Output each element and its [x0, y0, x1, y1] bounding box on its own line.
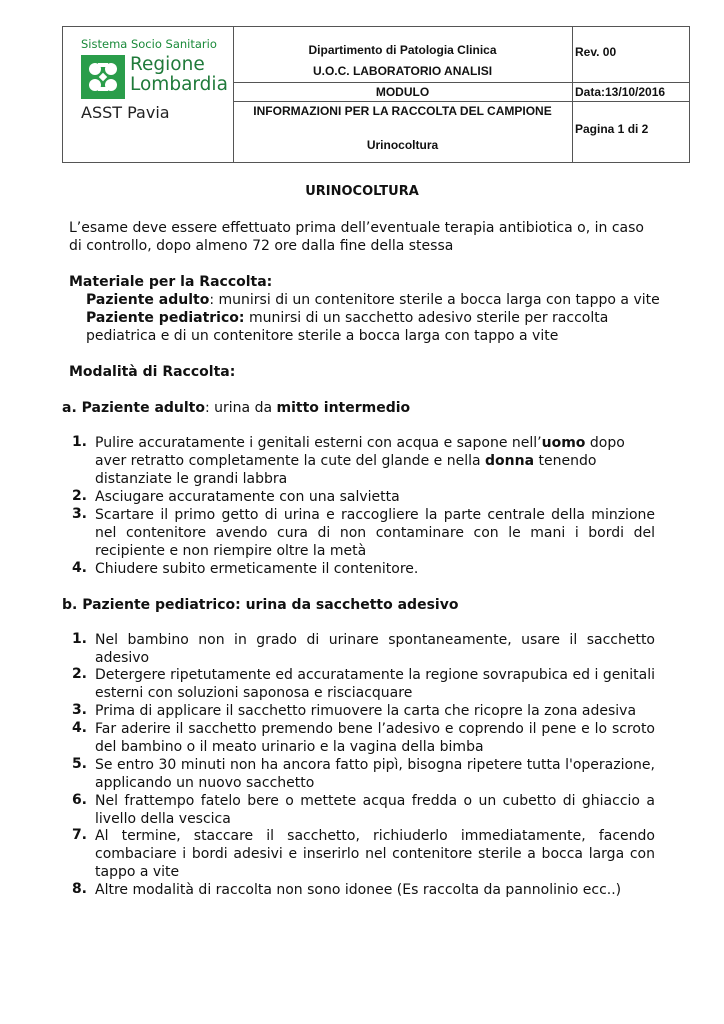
list-b-num-2: 2.: [71, 666, 87, 682]
document-header: [62, 26, 690, 163]
section-a-label: Paziente adulto: [81, 400, 205, 416]
item-text: aver retratto completamente la cute del glande e nella: [95, 453, 486, 469]
document-title: URINOCOLTURA: [305, 184, 419, 199]
adulto-label: Paziente adulto: [86, 292, 210, 308]
title-cell: [233, 27, 573, 163]
modalita-heading: Modalità di Raccolta:: [69, 364, 236, 380]
list-b-num-4: 4.: [71, 720, 87, 736]
revision: Rev. 00: [575, 45, 617, 59]
list-b-num-7: 7.: [71, 827, 87, 843]
system-name: Sistema Socio Sanitario: [81, 37, 217, 51]
date: Data:13/10/2016: [575, 85, 666, 99]
list-a-item-1-line2: [95, 452, 655, 470]
adulto-text: : munirsi di un contenitore sterile a bocca larga con tappo a vite: [209, 292, 660, 308]
logo-cell: [63, 27, 234, 163]
list-b-num-5: 5.: [71, 756, 87, 772]
item-text: Pulire accuratamente i genitali esterni con acqua e sapone nell’: [95, 435, 542, 451]
pediatrico-text: munirsi di un sacchetto adesivo sterile per raccolta: [244, 310, 609, 326]
section-a-heading: [62, 399, 662, 417]
unit: U.O.C. LABORATORIO ANALISI: [312, 64, 493, 78]
list-b-num-6: 6.: [71, 792, 87, 808]
pediatrico-label: Paziente pediatrico:: [86, 310, 245, 326]
regione-lombardia-logo-icon: [81, 55, 125, 99]
intro-line-1: L’esame deve essere effettuato prima dell’eventuale terapia antibiotica o, in caso: [69, 220, 644, 236]
intro-line-2: di controllo, dopo almeno 72 ore dalla fine della stessa: [69, 238, 454, 254]
pediatrico-text-2: pediatrica e di un contenitore sterile a bocca larga con tappo a vite: [86, 328, 559, 344]
list-a-item-1-line1: [95, 434, 655, 452]
materiale-adulto: [86, 291, 661, 309]
list-b-item-6: Nel frattempo fatelo bere o mettete acqua fredda o un cubetto di ghiaccio a livello della vescica: [95, 793, 655, 827]
brand-line1: Regione: [130, 54, 205, 75]
section-b-heading: b. Paziente pediatrico: urina da sacchetto adesivo: [62, 597, 459, 613]
list-a-item-4: Chiudere subito ermeticamente il contenitore.: [95, 561, 419, 577]
list-b-item-2: Detergere ripetutamente ed accuratamente la regione sovrapubica ed i genitali esterni con soluzioni saponosa e risciacquare: [95, 667, 655, 701]
item-bold: uomo: [541, 435, 586, 451]
divider: [233, 101, 572, 102]
item-text: dopo: [585, 435, 625, 451]
materiale-pediatrico: [86, 309, 655, 327]
section-a-mid: : urina da: [205, 400, 277, 416]
list-b-num-1: 1.: [71, 631, 87, 647]
list-a-num-4: 4.: [71, 560, 87, 576]
list-a-item-3: Scartare il primo getto di urina e raccogliere la parte centrale della minzione nel contenitore avendo cura di non contaminare con le mani i bordi del recipiente e non riempire oltre la metà: [95, 507, 655, 559]
list-b-num-3: 3.: [71, 702, 87, 718]
modulo-label: MODULO: [375, 85, 430, 99]
section-a-prefix: a.: [62, 400, 82, 416]
divider: [572, 82, 690, 83]
list-a-item-1-line3: distanziate le grandi labbra: [95, 471, 288, 487]
item-text: tenendo: [534, 453, 597, 469]
item-bold: donna: [485, 453, 535, 469]
materiale-heading: Materiale per la Raccolta:: [69, 274, 273, 290]
page-number: Pagina 1 di 2: [575, 122, 649, 136]
meta-cell: [572, 27, 690, 163]
list-b-item-1: Nel bambino non in grado di urinare spontaneamente, usare il sacchetto adesivo: [95, 632, 655, 666]
list-b-item-5: Se entro 30 minuti non ha ancora fatto pipì, bisogna ripetere tutta l'operazione, applicando un nuovo sacchetto: [95, 757, 655, 791]
section-a-tail: mitto intermedio: [276, 400, 411, 416]
list-b-item-8: Altre modalità di raccolta non sono idonee (Es raccolta da pannolinio ecc..): [95, 882, 622, 898]
list-a-item-2: Asciugare accuratamente con una salvietta: [95, 489, 400, 505]
divider: [572, 101, 690, 102]
list-a-num-2: 2.: [71, 488, 87, 504]
brand-line2: Lombardia: [130, 74, 228, 95]
exam-name: Urinocoltura: [366, 138, 439, 152]
list-a-num-3: 3.: [71, 506, 87, 522]
list-b-item-7: Al termine, staccare il sacchetto, richiuderlo immediatamente, facendo combaciare i bordi adesivi e inserirlo nel contenitore sterile a bocca larga con tappo a vite: [95, 828, 655, 880]
asst-name: ASST Pavia: [81, 103, 170, 122]
list-b-num-8: 8.: [71, 881, 87, 897]
list-b-item-3: Prima di applicare il sacchetto rimuovere la carta che ricopre la zona adesiva: [95, 703, 637, 719]
list-b-item-4: Far aderire il sacchetto premendo bene l’adesivo e coprendo il pene e lo scroto del bambino o il meato urinario e la vagina della bimba: [95, 721, 655, 755]
list-a-num-1: 1.: [71, 434, 87, 450]
info-title: INFORMAZIONI PER LA RACCOLTA DEL CAMPIONE: [253, 104, 552, 118]
department: Dipartimento di Patologia Clinica: [308, 43, 497, 57]
list-a-item-1: [95, 434, 655, 488]
divider: [233, 82, 572, 83]
